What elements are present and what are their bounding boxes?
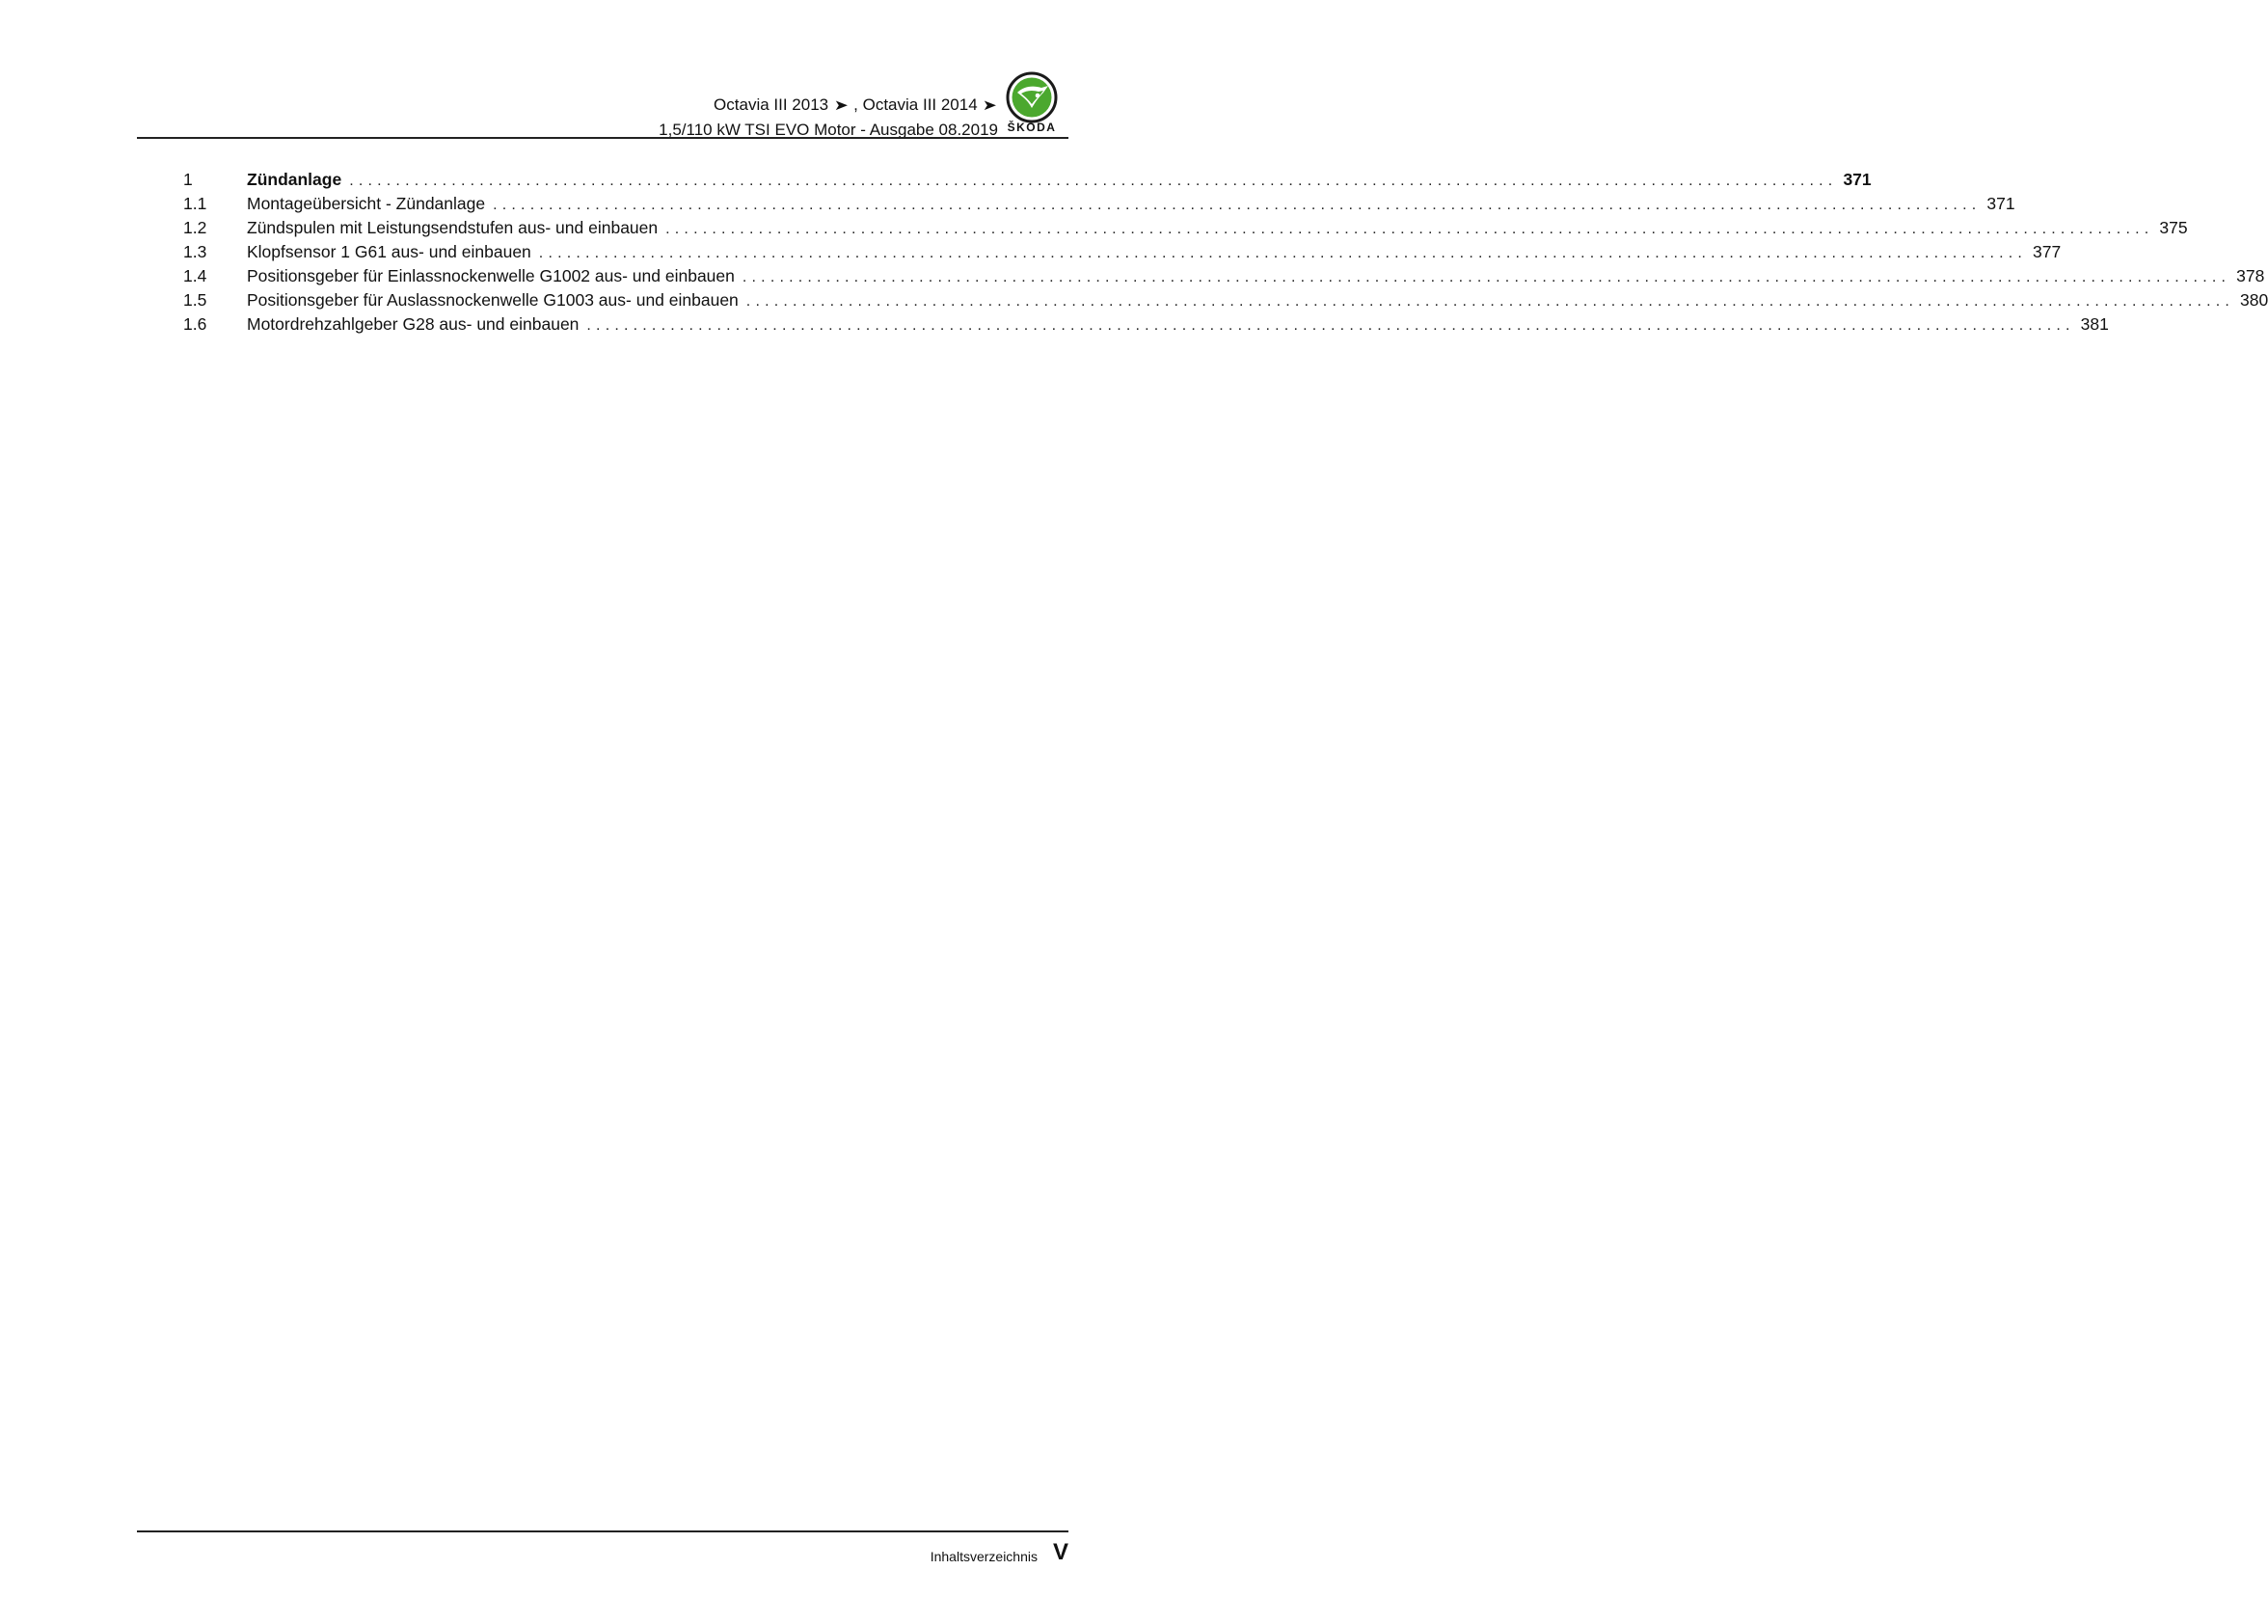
toc-leader-dots: ................................................................................................................................................................ — [742, 269, 2231, 285]
toc-number: 1 — [183, 170, 193, 189]
toc-title: Motordrehzahlgeber G28 aus- und einbauen — [247, 314, 580, 334]
toc-leader-dots: ................................................................................................................................................................ — [493, 197, 1982, 213]
toc-leader-dots: ................................................................................................................................................................ — [538, 245, 2028, 261]
toc-page-number: 371 — [1843, 170, 1872, 189]
toc-number: 1.1 — [183, 194, 207, 213]
toc-page-number: 377 — [2033, 242, 2062, 261]
table-of-contents — [183, 168, 2268, 337]
toc-page-number: 378 — [2236, 266, 2265, 285]
footer-divider — [137, 1530, 1068, 1532]
toc-entry[interactable] — [183, 264, 2265, 288]
toc-number: 1.5 — [183, 290, 207, 310]
arrow-right-icon: ➤ — [983, 97, 998, 114]
toc-number: 1.3 — [183, 242, 207, 261]
toc-page-number: 381 — [2080, 314, 2109, 334]
toc-leader-dots: ................................................................................................................................................................ — [745, 293, 2235, 310]
header-line-engine: 1,5/110 kW TSI EVO Motor - Ausgabe 08.2019 — [659, 121, 998, 139]
header-divider — [137, 137, 1068, 139]
toc-page-number: 371 — [1986, 194, 2015, 213]
toc-title: Zündspulen mit Leistungsendstufen aus- und einbauen — [247, 218, 659, 237]
toc-title: Positionsgeber für Auslassnockenwelle G1003 aus- und einbauen — [247, 290, 739, 310]
model-title-2014: Octavia III 2014 — [862, 95, 978, 114]
toc-leader-dots: ................................................................................................................................................................ — [586, 317, 2075, 334]
toc-entry[interactable] — [183, 168, 1872, 192]
logo-wordmark: ŠKODA — [1007, 121, 1057, 134]
toc-entry[interactable] — [183, 216, 2188, 240]
toc-title: Montageübersicht - Zündanlage — [247, 194, 486, 213]
toc-title: Positionsgeber für Einlassnockenwelle G1002 aus- und einbauen — [247, 266, 735, 285]
header-line-models — [659, 93, 998, 118]
toc-leader-dots: ................................................................................................................................................................ — [665, 221, 2154, 237]
toc-entry[interactable] — [183, 240, 2062, 264]
toc-leader-dots: ................................................................................................................................................................ — [349, 173, 1838, 189]
document-header — [659, 93, 998, 142]
footer-section-label: Inhaltsverzeichnis — [930, 1549, 1038, 1564]
toc-entry[interactable] — [183, 312, 2109, 337]
toc-page-number: 380 — [2240, 290, 2268, 310]
model-title-2013: Octavia III 2013 — [714, 95, 829, 114]
arrow-right-icon: ➤ — [833, 97, 849, 114]
toc-title: Zündanlage — [247, 170, 342, 189]
toc-number: 1.4 — [183, 266, 207, 285]
toc-number: 1.2 — [183, 218, 207, 237]
toc-page-number: 375 — [2159, 218, 2188, 237]
toc-title: Klopfsensor 1 G61 aus- und einbauen — [247, 242, 531, 261]
model-separator: , — [849, 95, 863, 114]
toc-entry[interactable] — [183, 192, 2015, 216]
toc-entry[interactable] — [183, 288, 2268, 312]
footer-page-number: V — [1052, 1539, 1068, 1565]
toc-number: 1.6 — [183, 314, 207, 334]
